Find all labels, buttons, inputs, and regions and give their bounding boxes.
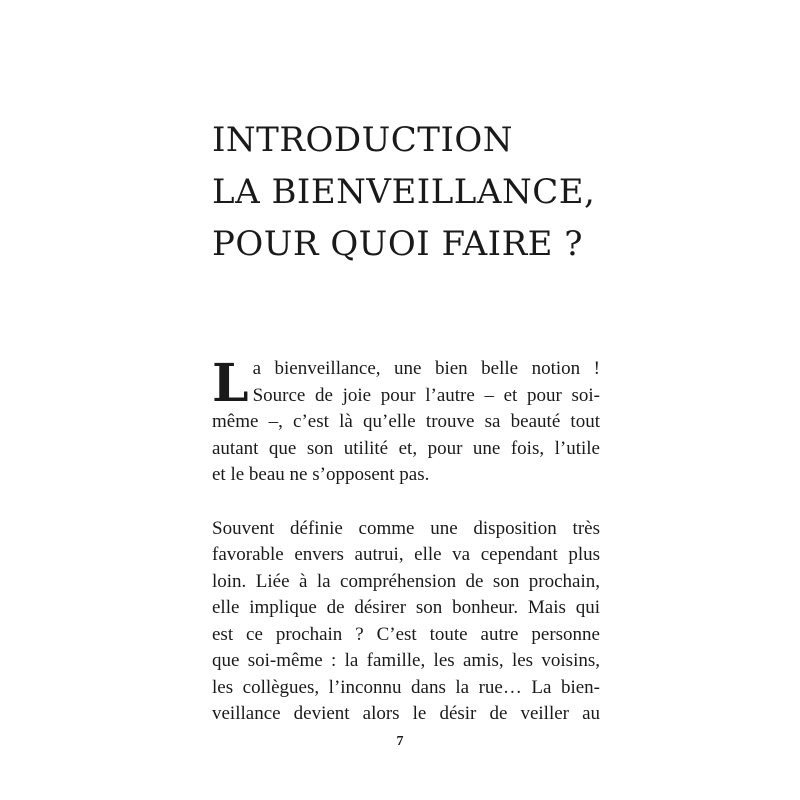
text-line: Souvent définie comme une disposition très [212, 517, 600, 539]
text-line: veillance devient alors le désir de veiller au [212, 703, 600, 724]
body-text [212, 353, 600, 728]
text-line: et le beau ne s’opposent pas. [212, 464, 430, 485]
chapter-title [212, 114, 612, 270]
paragraph-1 [212, 353, 600, 489]
chapter-title-line-3: POUR QUOI FAIRE ? [212, 224, 584, 264]
chapter-title-line-1: INTRODUCTION [212, 120, 513, 160]
text-line: même –, c’est là qu’elle trouve sa beauté tout [212, 411, 600, 432]
text-line: est ce prochain ? C’est toute autre personne [212, 623, 600, 645]
text-line: loin. Liée à la compréhension de son prochain, [212, 570, 600, 592]
text-line: autant que son utilité et, pour une fois, l’utile [212, 437, 600, 459]
page-number: 7 [396, 734, 404, 749]
text-line: que soi-même : la famille, les amis, les voisins, [212, 650, 600, 671]
text-line: favorable envers autrui, elle va cependant plus [212, 544, 600, 565]
text-line: les collègues, l’inconnu dans la rue… La bien- [212, 676, 600, 698]
text-line: elle implique de désirer son bonheur. Mais qui [212, 597, 600, 618]
text-line: Source de joie pour l’autre – et pour soi- [252, 384, 600, 406]
paragraph-2 [212, 516, 600, 728]
drop-cap: L [212, 353, 249, 414]
text-line: a bienveillance, une bien belle notion ! [252, 358, 600, 379]
chapter-title-line-2: LA BIENVEILLANCE, [212, 172, 596, 212]
